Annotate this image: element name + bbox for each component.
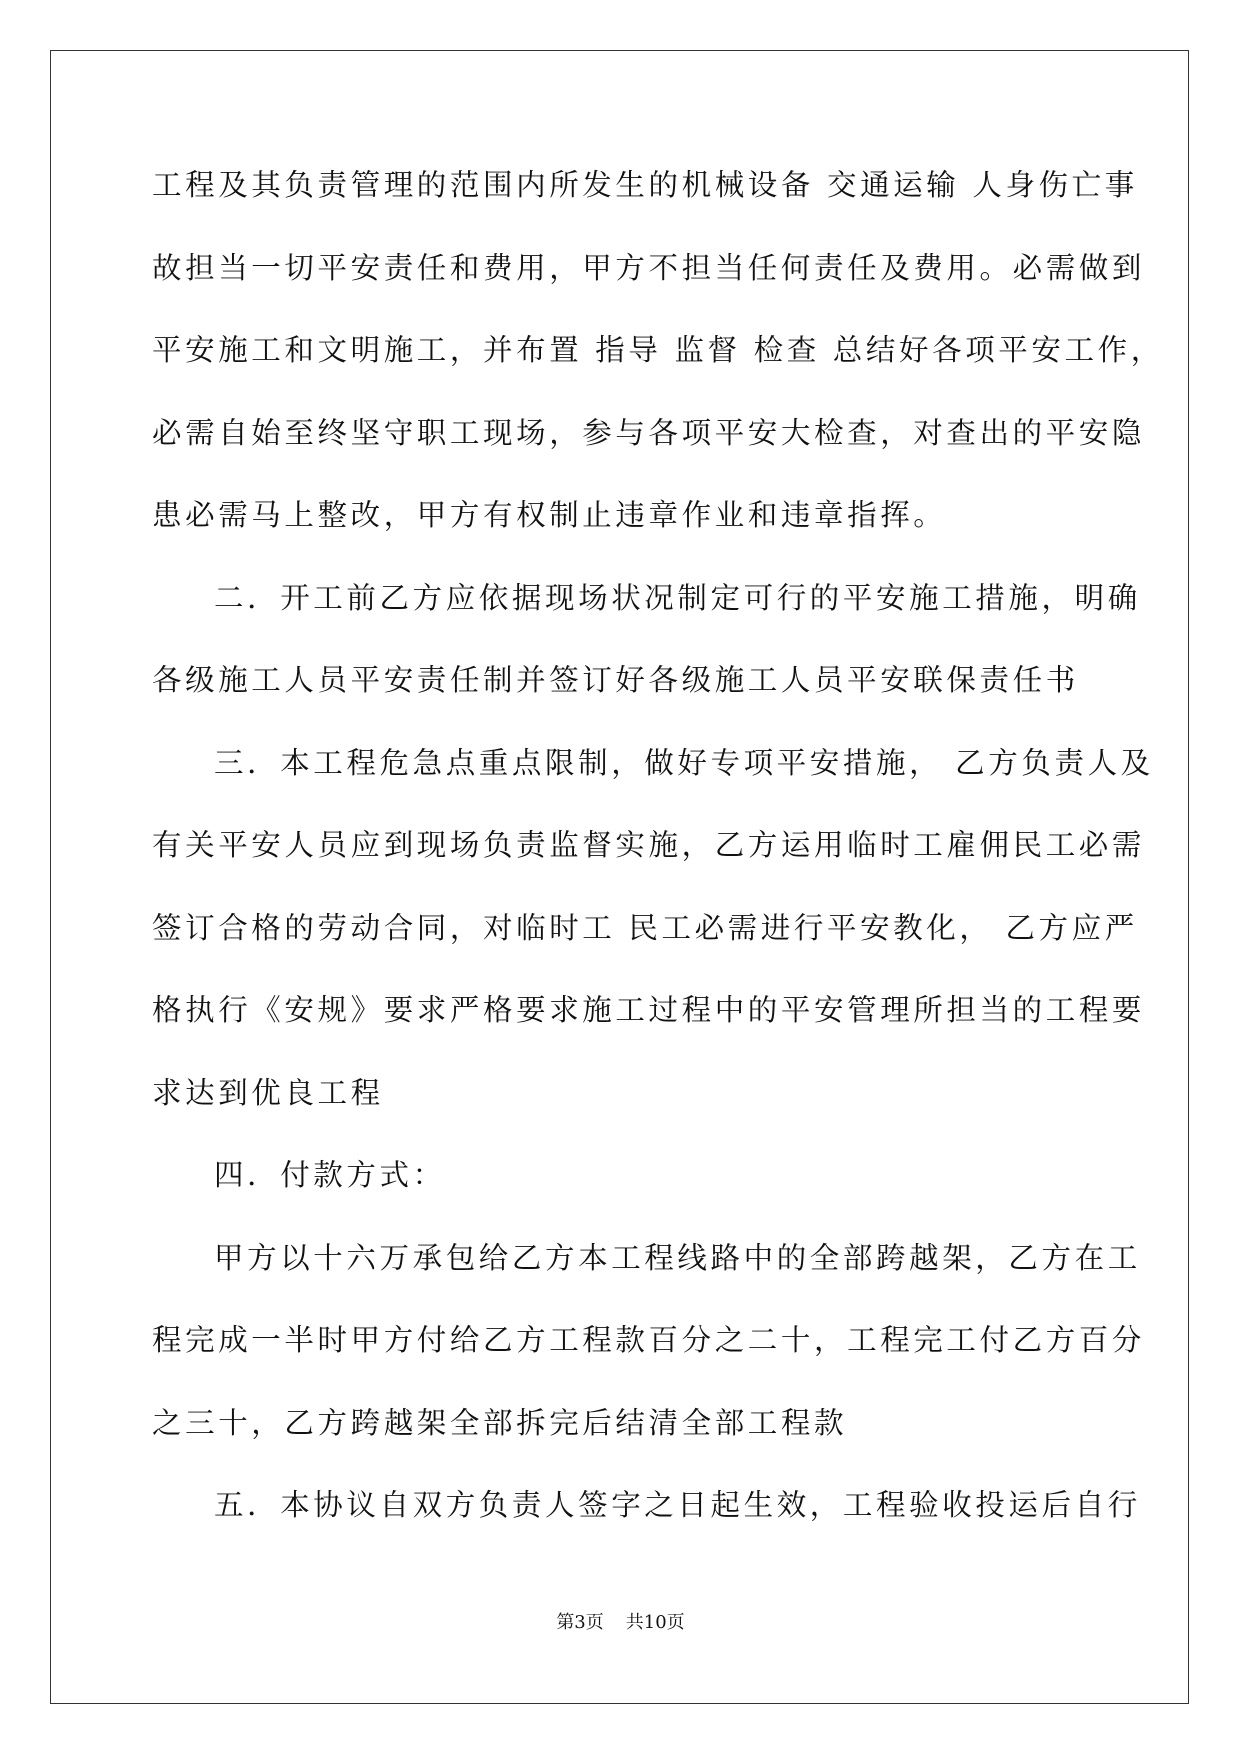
text-line: 程完成一半时甲方付给乙方工程款百分之二十，工程完工付乙方百分 bbox=[152, 1323, 1146, 1357]
document-body bbox=[152, 164, 1164, 1567]
paragraph-start-line: 四．付款方式： bbox=[214, 1158, 446, 1192]
text-line: 必需自始至终坚守职工现场，参与各项平安大检查，对查出的平安隐 bbox=[152, 415, 1146, 450]
text-line: 求达到优良工程 bbox=[152, 1075, 384, 1110]
text-line: 故担当一切平安责任和费用，甲方不担当任何责任及费用。必需做到 bbox=[152, 250, 1146, 285]
text-line: 工程及其负责管理的范围内所发生的机械设备 交通运输 人身伤亡事 bbox=[152, 168, 1138, 202]
text-line: 之三十，乙方跨越架全部拆完后结清全部工程款 bbox=[152, 1405, 848, 1440]
text-line: 平安施工和文明施工，并布置 指导 监督 检查 总结好各项平安工作， bbox=[152, 333, 1164, 367]
text-line: 签订合格的劳动合同，对临时工 民工必需进行平安教化， 乙方应严 bbox=[152, 910, 1138, 945]
text-line: 各级施工人员平安责任制并签订好各级施工人员平安联保责任书 bbox=[152, 663, 1079, 697]
page-number: 第3页 bbox=[556, 1612, 604, 1633]
text-line: 有关平安人员应到现场负责监督实施，乙方运用临时工雇佣民工必需 bbox=[152, 828, 1146, 862]
paragraph-start-line: 五．本协议自双方负责人签字之日起生效，工程验收投运后自行 bbox=[214, 1488, 1141, 1522]
paragraph-start-line: 甲方以十六万承包给乙方本工程线路中的全部跨越架，乙方在工 bbox=[214, 1240, 1141, 1275]
paragraph-start-line: 二．开工前乙方应依据现场状况制定可行的平安施工措施，明确 bbox=[214, 580, 1141, 615]
text-line: 格执行《安规》要求严格要求施工过程中的平安管理所担当的工程要 bbox=[152, 993, 1146, 1027]
page-total: 共10页 bbox=[625, 1612, 685, 1633]
text-line: 患必需马上整改，甲方有权制止违章作业和违章指挥。 bbox=[152, 498, 947, 532]
page-footer bbox=[0, 1608, 1241, 1634]
paragraph-start-line: 三．本工程危急点重点限制，做好专项平安措施， 乙方负责人及 bbox=[214, 745, 1154, 780]
